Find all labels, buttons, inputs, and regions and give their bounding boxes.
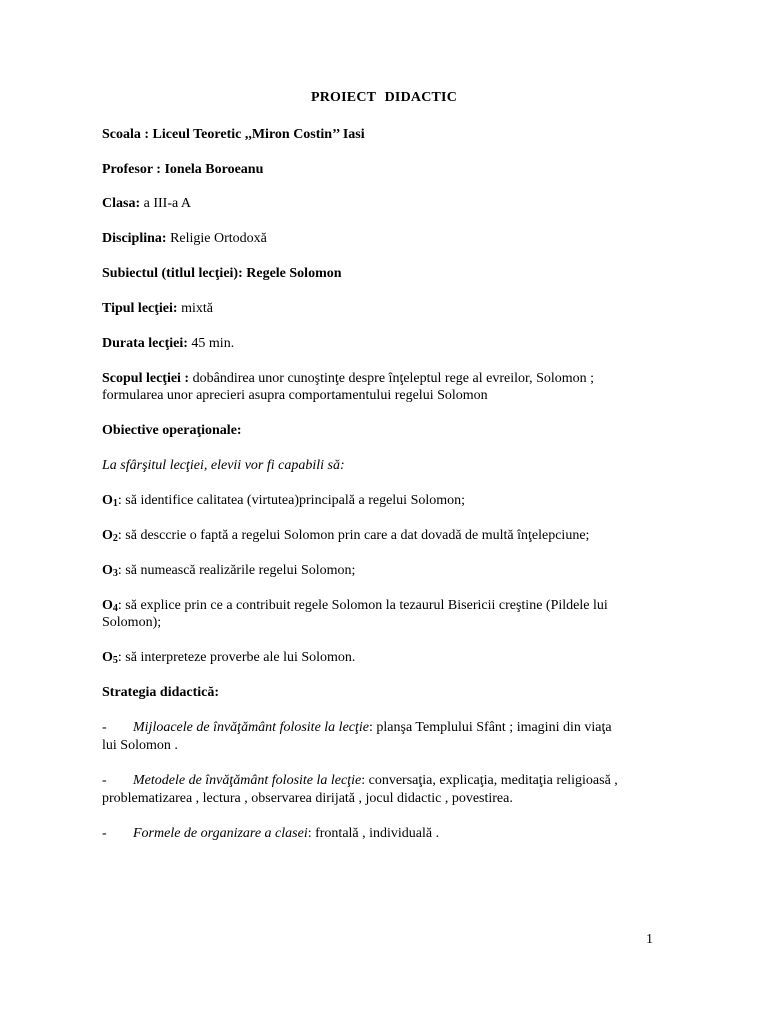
purpose-line-2 [102, 387, 662, 405]
objectives-heading [102, 422, 662, 440]
duration-value: 45 min. [187, 336, 235, 351]
objective-2-number: 2 [112, 533, 118, 544]
strategy-item-1-continued [102, 737, 662, 755]
objective-2-letter: O [102, 528, 113, 543]
strategy-item-1-text-2: lui Solomon . [102, 738, 178, 753]
lesson-type-label: Tipul lecţiei: [102, 301, 178, 316]
school-line [102, 126, 662, 144]
purpose-text-1: dobândirea unor cunoştinţe despre înţeleptul rege al evreilor, Solomon ; [189, 371, 595, 386]
purpose-label: Scopul lecţiei : [102, 371, 190, 386]
objective-3-text: : să numească realizările regelui Solomon; [117, 563, 356, 578]
strategy-item-1-dash: - [102, 720, 107, 735]
strategy-item-2 [102, 772, 662, 790]
discipline-label: Disciplina: [102, 231, 167, 246]
duration-line [102, 335, 662, 353]
objective-1 [102, 492, 662, 513]
subject-line [102, 265, 662, 283]
strategy-item-2-continued [102, 790, 662, 808]
objective-4-continued [102, 614, 662, 632]
class-line [102, 195, 662, 213]
page-number: 1 [646, 932, 653, 947]
objective-4-text: : să explice prin ce a contribuit regele Solomon la tezaurul Bisericii creştine (Pildele lui [117, 598, 608, 613]
strategy-item-3-text: : frontală , individuală . [307, 826, 440, 841]
teacher-line [102, 161, 662, 179]
strategy-heading [102, 684, 662, 702]
discipline-value: Religie Ortodoxă [166, 231, 267, 246]
school-text: Scoala : Liceul Teoretic ,,Miron Costin’’ Iasi [102, 127, 365, 142]
objective-3-letter: O [102, 563, 113, 578]
class-value: a III-a A [140, 196, 192, 211]
objective-4-text-2: Solomon); [102, 615, 162, 630]
strategy-item-1-text: : planşa Templului Sfânt ; imagini din viaţa [369, 720, 612, 735]
objective-2-text: : să desccrie o faptă a regelui Solomon prin care a dat dovadă de multă înţelepciune; [117, 528, 590, 543]
objective-3 [102, 562, 662, 583]
objective-5-text: : să interpreteze proverbe ale lui Solomon. [117, 650, 356, 665]
lesson-type-value: mixtă [177, 301, 213, 316]
strategy-item-3-label: Formele de organizare a clasei [133, 826, 308, 841]
subject-label: Subiectul (titlul lecţiei): Regele Solomon [102, 266, 342, 281]
document-title: PROIECT DIDACTIC [310, 90, 458, 105]
objective-4-letter: O [102, 598, 113, 613]
objective-2 [102, 527, 662, 548]
strategy-item-3 [102, 825, 662, 843]
objectives-intro: La sfârşitul lecţiei, elevii vor fi capabili să: [102, 458, 345, 473]
teacher-text: Profesor : Ionela Boroeanu [102, 162, 264, 177]
purpose-line-1 [102, 370, 662, 388]
objective-5 [102, 649, 662, 670]
duration-label: Durata lecţiei: [102, 336, 188, 351]
strategy-item-2-dash: - [102, 773, 107, 788]
objective-1-letter: O [102, 493, 113, 508]
strategy-item-1-label: Mijloacele de învăţământ folosite la lecţie [133, 720, 369, 735]
strategy-heading-text: Strategia didactică: [102, 685, 220, 700]
objective-5-number: 5 [112, 655, 118, 666]
class-label: Clasa: [102, 196, 141, 211]
objective-5-letter: O [102, 650, 113, 665]
strategy-item-1 [102, 719, 662, 737]
objectives-heading-text: Obiective operaţionale: [102, 423, 242, 438]
strategy-item-2-text-2: problematizarea , lectura , observarea dirijată , jocul didactic , povestirea. [102, 791, 513, 806]
purpose-text-2: formularea unor aprecieri asupra comportamentului regelui Solomon [102, 388, 488, 403]
objective-4-number: 4 [112, 603, 118, 614]
objective-1-text: : să identifice calitatea (virtutea)principală a regelui Solomon; [117, 493, 466, 508]
strategy-item-2-text: : conversaţia, explicaţia, meditaţia religioasă , [361, 773, 618, 788]
discipline-line [102, 230, 662, 248]
objective-3-number: 3 [112, 568, 118, 579]
objective-1-number: 1 [112, 498, 118, 509]
strategy-item-3-dash: - [102, 826, 107, 841]
lesson-type-line [102, 300, 662, 318]
strategy-item-2-label: Metodele de învăţământ folosite la lecţie [133, 773, 362, 788]
